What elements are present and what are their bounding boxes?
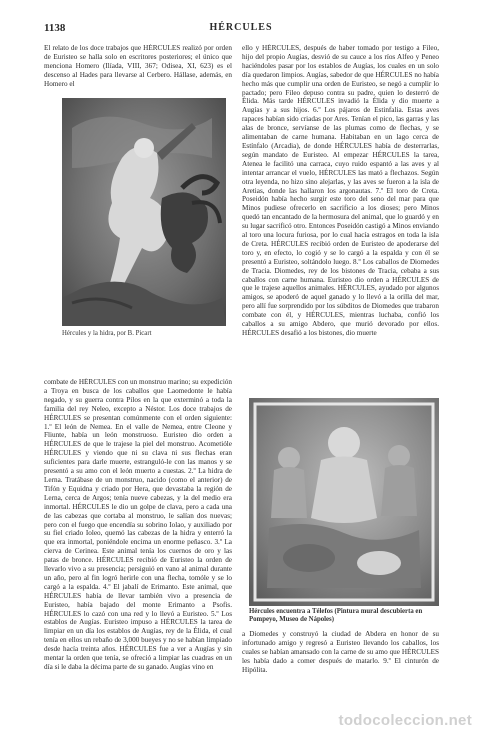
mural-hercules-telephus (249, 398, 439, 606)
text-column-left-bottom (44, 378, 232, 710)
paragraph: a Diomedes y construyó la ciudad de Abdera en honor de su infortunado amigo y regresó a Euristeo llevando los caballos, los cuales se habían amansado con la carne de su amo que HÉRCULES les había dado a comer después de matarlo. 9.º El cinturón de Hipólita. (242, 630, 439, 674)
engraving-illustration (62, 98, 226, 326)
text-column-left-top (44, 44, 232, 96)
figure-caption: Hércules encuentra a Télefos (Pintura mural descubierta en Pompeyo, Museo de Nápoles) (249, 608, 423, 623)
text-column-right-bottom (242, 630, 439, 706)
page-number: 1138 (44, 22, 66, 34)
page-header (0, 22, 482, 38)
text-column-right-top (242, 44, 439, 388)
mural-illustration (249, 398, 439, 606)
running-title: HÉRCULES (209, 22, 273, 33)
paragraph: El relato de los doce trabajos que HÉRCULES realizó por orden de Euristeo se halla solo en escritores posteriores; el único que menciona Homero (Ilíada, VIII, 367; Odisea, XI, 623) es el descenso al Hades para llevarse al Cerbero. Hállase, además, en Homero el (44, 44, 232, 88)
paragraph: ello y HÉRCULES, después de haber tomado por testigo a Fileo, hijo del propio Augías, desvió de su cauce a los ríos Alfeo y Peneo haciéndoles pasar por los establos de Augías, los cuales en un solo día quedaron limpios. Augías, sabedor de que HÉRCULES no había hecho más que cumplir una orden de Euristeo, se negó a cumplir lo pactado; pero Fileo depuso contra su padre, quien lo desterró de Élida. Más tarde HÉRCULES invadió la Élida y dio muerte a Augías y a sus hijos. 6.º Los pájaros de Estinfalia. Estas aves rapaces habían sido criadas por Ares. Tenían el pico, las garras y las alas de bronce, servíanse de las plumas como de flechas, y se alimentaban de carne humana. Habitaban en un lago cerca de Estínfalo (Arcadia), de donde HÉRCULES había de desterrarlas, según mandato de Euristeo. Al empezar HÉRCULES la tarea, Atenea le facilitó una carraca, cuyo ruido espantó a las aves y al intentar arrancar el vuelo, HÉRCULES las mató a flechazos. Según otra leyenda, no hizo sino alejarlas, y las aves se fueron a la isla de Aretias, donde las hallaron los argonautas. 7.º El toro de Creta. Poseidón había hecho surgir este toro del seno del mar para que Minos pudiese ofrecerlo en sacrificio a los dioses; pero Minos quedó tan encantado de la hermosura del animal, que lo guardó y en su lugar sacrificó otro. Entonces Poseidón castigó a Minos enviando al toro una locura furiosa, por lo cual hacía estragos en toda la isla de Creta. HÉRCULES recibió orden de Euristeo de apoderarse del toro y, en efecto, lo cogió y se lo cargó a la espalda y con él se presentó a Euristeo, soltándolo luego. 8.º Los caballos de Diomedes de Tracia. Diomedes, rey de los bistones de Tracia, cebaba a sus caballos con carne humana. Euristeo dio orden a HÉRCULES de que le trajese aquellos animales. HÉRCULES, ayudado por algunos amigos, se apoderó de aquel ganado y lo llevó a la orilla del mar, pero allí fue sorprendido por los súbditos de Diomedes que trabaron combate con él, y HÉRCULES, mientras luchaba, confió los caballos a su amigo Abdero, que murió devorado por ellos. HÉRCULES desafió a los bistones, dio muerte (242, 44, 439, 337)
paragraph: combate de HÉRCULES con un monstruo marino; su expedición a Troya en busca de los caballos que Laomedonte le había negado, y su guerra contra Pilos en la que exterminó a toda la familia del rey Neleo, excepto a Néstor. Los doce trabajos de HÉRCULES se presentan comúnmente con el orden siguiente: 1.º El león de Nemea. En el valle de Nemea, entre Cleone y Fliunte, había un león monstruoso. Euristeo dio orden a HÉRCULES de que le trajese la piel del monstruo. Acometióle HÉRCULES y viendo que ni su clava ni sus flechas eran suficientes para darle muerte, estranguló-le con las manos y se presentó a su amo con el león muerto a cuestas. 2.º La hidra de Lerna. Tratábase de un monstruo, nacido (como el anterior) de Tifón y Equidna y criado por Hera, que devastaba la región de Lerna, cerca de Argos; tenía nueve cabezas, y la del medio era inmortal. HÉRCULES le dio un golpe de clava, pero a cada una de las cabezas que cortaba al monstruo, le salían dos nuevas; pero con el fuego que encendía su sobrino Iolao, y auxiliado por su fiel criado Ioleo, quemó las cabezas de la hidra y enterró la que era inmortal, poniéndole encima un enorme peñasco. 3.º La cierva de Cerinea. Este animal tenía los cuernos de oro y las patas de bronce. HÉRCULES recibió de Euristeo la orden de llevarlo vivo a su presencia; persiguió en vano al animal durante un año, pero al fin logró herirle con una flecha, tomóle y se lo cargó a la espalda. 4.º El jabalí de Erimanto. Este animal, que HÉRCULES había de llevar también vivo a presencia de Euristeo, había bajado del monte Erimanto a Psofis. HÉRCULES lo cazó con una red y lo llevó a Euristeo. 5.º Los establos de Augías. Euristeo impuso a HÉRCULES la tarea de limpiar en un día los establos de Augías, rey de la Élida, el cual tenía en ellos un rebaño de 3,000 bueyes y no se habían limpiado desde hacía treinta años. HÉRCULES fue a ver a Augías y sin mentar la orden que tenía, se ofreció a limpiar las cuadras en un día si le daba la décima parte de su ganado. Augías vino en (44, 378, 232, 671)
watermark: todocoleccion.net (338, 712, 472, 729)
figure-caption: Hércules y la hidra, por B. Picart (62, 330, 152, 337)
engraving-hercules-hydra (62, 98, 226, 326)
